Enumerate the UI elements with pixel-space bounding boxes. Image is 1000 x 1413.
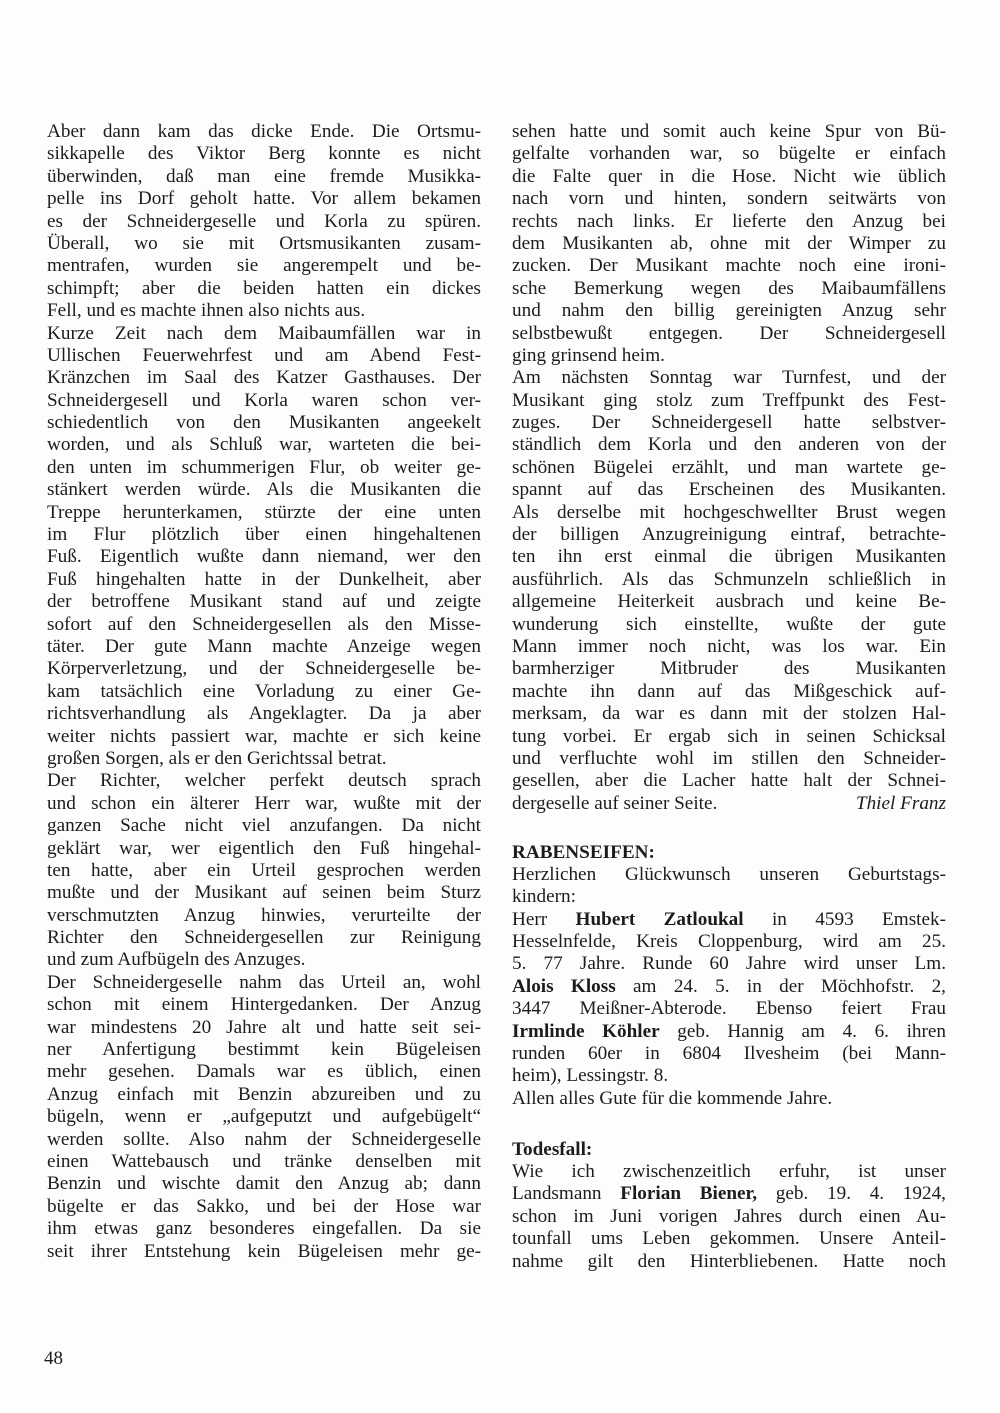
text-line: schimpft; aber die beiden hatten ein dickes bbox=[47, 277, 481, 299]
text-line: Fuß. Eigentlich wußte dann niemand, wer den bbox=[47, 546, 481, 568]
text-line: stänkert werden würde. Als die Musikanten die bbox=[47, 479, 481, 501]
text-line: es der Schneidergeselle und Korla zu spüren. bbox=[47, 210, 481, 232]
text-line: überwinden, daß man eine fremde Musikka- bbox=[47, 165, 481, 187]
text-line: ihm etwas ganz besonderes eingefallen. Da sie bbox=[47, 1218, 481, 1240]
section-rabenseifen bbox=[512, 842, 946, 1111]
text-line: Fell, und es machte ihnen also nichts aus. bbox=[47, 300, 366, 322]
text-line: gelfalte vorhanden war, so bügelte er einfach bbox=[512, 143, 946, 165]
text-line: sofort auf den Schneidergesellen als den Misse- bbox=[47, 613, 481, 635]
text-line: Musikant ging stolz zum Treffpunkt des Fest- bbox=[512, 389, 946, 411]
text-line: ten ihn erst einmal die übrigen Musikanten bbox=[512, 546, 946, 568]
text-line: Anzug einfach mit Benzin abzureiben und zu bbox=[47, 1083, 481, 1105]
text-line: Treppe herunterkamen, stürzte der eine unten bbox=[47, 501, 481, 523]
text-line: ganzen Sache nicht viel anzufangen. Da nicht bbox=[47, 815, 481, 837]
text-line: täter. Der gute Mann machte Anzeige wegen bbox=[47, 635, 481, 657]
author-signature: Thiel Franz bbox=[855, 792, 946, 814]
text-line: Herr Hubert Zatloukal in 4593 Emstek- bbox=[512, 908, 946, 930]
text-line: bügeln, wenn er „aufgeputzt und aufgebügelt“ bbox=[47, 1106, 481, 1128]
text-line: gesellen, aber die Lacher hatte halt der Schnei- bbox=[512, 770, 946, 792]
text-line: Kränzchen im Saal des Katzer Gasthauses. Der bbox=[47, 367, 481, 389]
text-line: verschmutzten Anzug hinwies, verurteilte der bbox=[47, 904, 481, 926]
text-line: weiter nichts passiert war, machte er sich keine bbox=[47, 725, 481, 747]
text-line: der betroffene Musikant stand auf und zeigte bbox=[47, 591, 481, 613]
text-line: sche Bemerkung wegen des Maibaumfällens bbox=[512, 277, 946, 299]
text-line: machte ihn dann auf das Mißgeschick auf- bbox=[512, 680, 946, 702]
text-line: ausführlich. Als das Schmunzeln schließlich in bbox=[512, 568, 946, 590]
text-line: Hesselnfelde, Kreis Cloppenburg, wird am 25. bbox=[512, 931, 946, 953]
text-line: ständlich dem Korla und den anderen von der bbox=[512, 434, 946, 456]
text-line: barmherziger Mitbruder des Musikanten bbox=[512, 658, 946, 680]
text-line: sikkapelle des Viktor Berg konnte es nicht bbox=[47, 143, 481, 165]
story-continuation bbox=[512, 121, 946, 793]
section-heading-rabenseifen: RABENSEIFEN: bbox=[512, 841, 655, 863]
text-line: Aber dann kam das dicke Ende. Die Ortsmu- bbox=[47, 121, 481, 142]
text-line: Alois Kloss am 24. 5. in der Möchhofstr. 2, bbox=[512, 975, 946, 997]
text-line: Wie ich zwischenzeitlich erfuhr, ist unser bbox=[512, 1160, 946, 1182]
text-line: sehen hatte und somit auch keine Spur von Bü- bbox=[512, 121, 946, 142]
text-line: selbstbewußt entgegen. Der Schneidergesell bbox=[512, 322, 946, 344]
story-final-text: dergeselle auf seiner Seite. bbox=[512, 792, 718, 814]
text-line: schiedentlich von den Musikanten angeekelt bbox=[47, 412, 481, 434]
text-line: ner Anfertigung bestimmt kein Bügeleisen bbox=[47, 1039, 481, 1061]
text-line: schon mit einem Hintergedanken. Der Anzug bbox=[47, 994, 481, 1016]
text-line: und nahm den billig gereinigten Anzug sehr bbox=[512, 300, 946, 322]
text-line: mehr gesehen. Damals war es üblich, einen bbox=[47, 1061, 481, 1083]
text-line: merksam, da war es dann mit der stolzen Hal- bbox=[512, 703, 946, 725]
right-column-text bbox=[512, 121, 946, 1273]
text-line: Herzlichen Glückwunsch unseren Geburtstags- bbox=[512, 863, 946, 885]
text-line: der billigen Anzugreinigung eintraf, betrachte- bbox=[512, 524, 946, 546]
text-line: mentrafen, wurden sie angerempelt und be- bbox=[47, 255, 481, 277]
text-line: Fuß hingehalten hatte in der Dunkelheit, aber bbox=[47, 568, 481, 590]
text-line: und zum Aufbügeln des Anzuges. bbox=[47, 949, 306, 971]
text-line: ten hatte, aber ein Urteil gesprochen werden bbox=[47, 859, 481, 881]
text-line: Richter den Schneidergesellen zur Reinigung bbox=[47, 927, 481, 949]
person-name: Irmlinde Köhler bbox=[512, 1020, 660, 1042]
text-line: richtsverhandlung als Angeklagter. Da ja aber bbox=[47, 703, 481, 725]
story-closing-line bbox=[512, 793, 946, 815]
text-line: runden 60er in 6804 Ilvesheim (bei Mann- bbox=[512, 1043, 946, 1065]
section-todesfall bbox=[512, 1139, 946, 1273]
text-line: werden sollte. Also nahm der Schneidergeselle bbox=[47, 1128, 481, 1150]
text-line: war mindestens 20 Jahre alt und hatte seit sei- bbox=[47, 1016, 481, 1038]
person-name: Hubert Zatloukal bbox=[575, 908, 744, 930]
text-line: im Flur plötzlich über einen hingehaltenen bbox=[47, 524, 481, 546]
section-heading-todesfall: Todesfall: bbox=[512, 1138, 593, 1160]
text-line: geklärt war, wer eigentlich den Fuß hingehal- bbox=[47, 837, 481, 859]
text-line: Schneidergesell und Korla waren schon ver- bbox=[47, 389, 481, 411]
text-line: Allen alles Gute für die kommende Jahre. bbox=[512, 1087, 833, 1109]
text-line: allgemeine Heiterkeit ausbrach und keine Be- bbox=[512, 591, 946, 613]
text-line: zucken. Der Musikant machte noch eine ironi- bbox=[512, 255, 946, 277]
text-line: zuges. Der Schneidergesell hatte selbstver- bbox=[512, 412, 946, 434]
text-line: spannt auf das Erscheinen des Musikanten. bbox=[512, 479, 946, 501]
text-line: 3447 Meißner-Abterode. Ebenso feiert Frau bbox=[512, 998, 946, 1020]
text-line: mußte und der Musikant auf seinen beim Sturz bbox=[47, 882, 481, 904]
text-line: kindern: bbox=[512, 886, 576, 908]
text-line: einen Wattebausch und tränke denselben mit bbox=[47, 1150, 481, 1172]
text-line: tounfall ums Leben gekommen. Unsere Anteil- bbox=[512, 1228, 946, 1250]
text-line: nach vorn und hinten, sondern seitwärts von bbox=[512, 188, 946, 210]
text-line: Als derselbe mit hochgeschwellter Brust wegen bbox=[512, 501, 946, 523]
text-line: bügelte er das Sakko, und bei der Hose war bbox=[47, 1195, 481, 1217]
text-line: den unten im schummerigen Flur, ob weiter ge- bbox=[47, 456, 481, 478]
text-line: Der Richter, welcher perfekt deutsch sprach bbox=[47, 770, 481, 792]
text-line: und verfluchte wohl im stillen den Schneider- bbox=[512, 747, 946, 769]
text-line: schönen Bügelei erzählt, und man wartete ge- bbox=[512, 456, 946, 478]
left-column-text bbox=[47, 121, 481, 1263]
page-number: 48 bbox=[44, 1348, 63, 1369]
text-line: Kurze Zeit nach dem Maibaumfällen war in bbox=[47, 322, 481, 344]
text-line: Mann immer noch nicht, was los war. Ein bbox=[512, 635, 946, 657]
text-line: pelle ins Dorf geholt hatte. Vor allem bekamen bbox=[47, 188, 481, 210]
person-name: Alois Kloss bbox=[512, 975, 616, 997]
text-line: wunderung sich einstellte, wußte der gute bbox=[512, 613, 946, 635]
text-line: seit ihrer Entstehung kein Bügeleisen mehr ge- bbox=[47, 1240, 481, 1262]
text-line: kam tatsächlich eine Vorladung zu einer Ge- bbox=[47, 680, 481, 702]
text-line: Am nächsten Sonntag war Turnfest, und der bbox=[512, 367, 946, 389]
text-line: rechts nach links. Er lieferte den Anzug bei bbox=[512, 210, 946, 232]
text-line: worden, und als Schluß war, warteten die bei- bbox=[47, 434, 481, 456]
text-line: dem Musikanten ab, ohne mit der Wimper zu bbox=[512, 232, 946, 254]
text-line: nahme gilt den Hinterbliebenen. Hatte noch bbox=[512, 1250, 946, 1272]
text-line: großen Sorgen, als er den Gerichtssal betrat. bbox=[47, 747, 387, 769]
text-line: Irmlinde Köhler geb. Hannig am 4. 6. ihren bbox=[512, 1020, 947, 1042]
text-line: heim), Lessingstr. 8. bbox=[512, 1065, 669, 1087]
text-line: tung vorbei. Er ergab sich in seinen Schicksal bbox=[512, 725, 946, 747]
text-line: Ullischen Feuerwehrfest und am Abend Fest- bbox=[47, 344, 481, 366]
text-line: Überall, wo sie mit Ortsmusikanten zusam- bbox=[47, 232, 481, 254]
text-line: Der Schneidergeselle nahm das Urteil an, wohl bbox=[47, 971, 481, 993]
text-line: ging grinsend heim. bbox=[512, 344, 665, 366]
text-line: schon im Juni vorigen Jahres durch einen Au- bbox=[512, 1205, 946, 1227]
text-line: 5. 77 Jahre. Runde 60 Jahre wird unser Lm. bbox=[512, 953, 946, 975]
text-line: und schon ein älterer Herr war, wußte mit der bbox=[47, 792, 481, 814]
text-line: Benzin und wischte damit den Anzug ab; dann bbox=[47, 1173, 481, 1195]
text-line: die Falte quer in die Hose. Nicht wie üblich bbox=[512, 165, 946, 187]
text-line: Landsmann Florian Biener, geb. 19. 4. 1924, bbox=[512, 1183, 946, 1205]
person-name: Florian Biener, bbox=[620, 1183, 758, 1205]
text-line: Körperverletzung, und der Schneidergeselle be- bbox=[47, 658, 481, 680]
